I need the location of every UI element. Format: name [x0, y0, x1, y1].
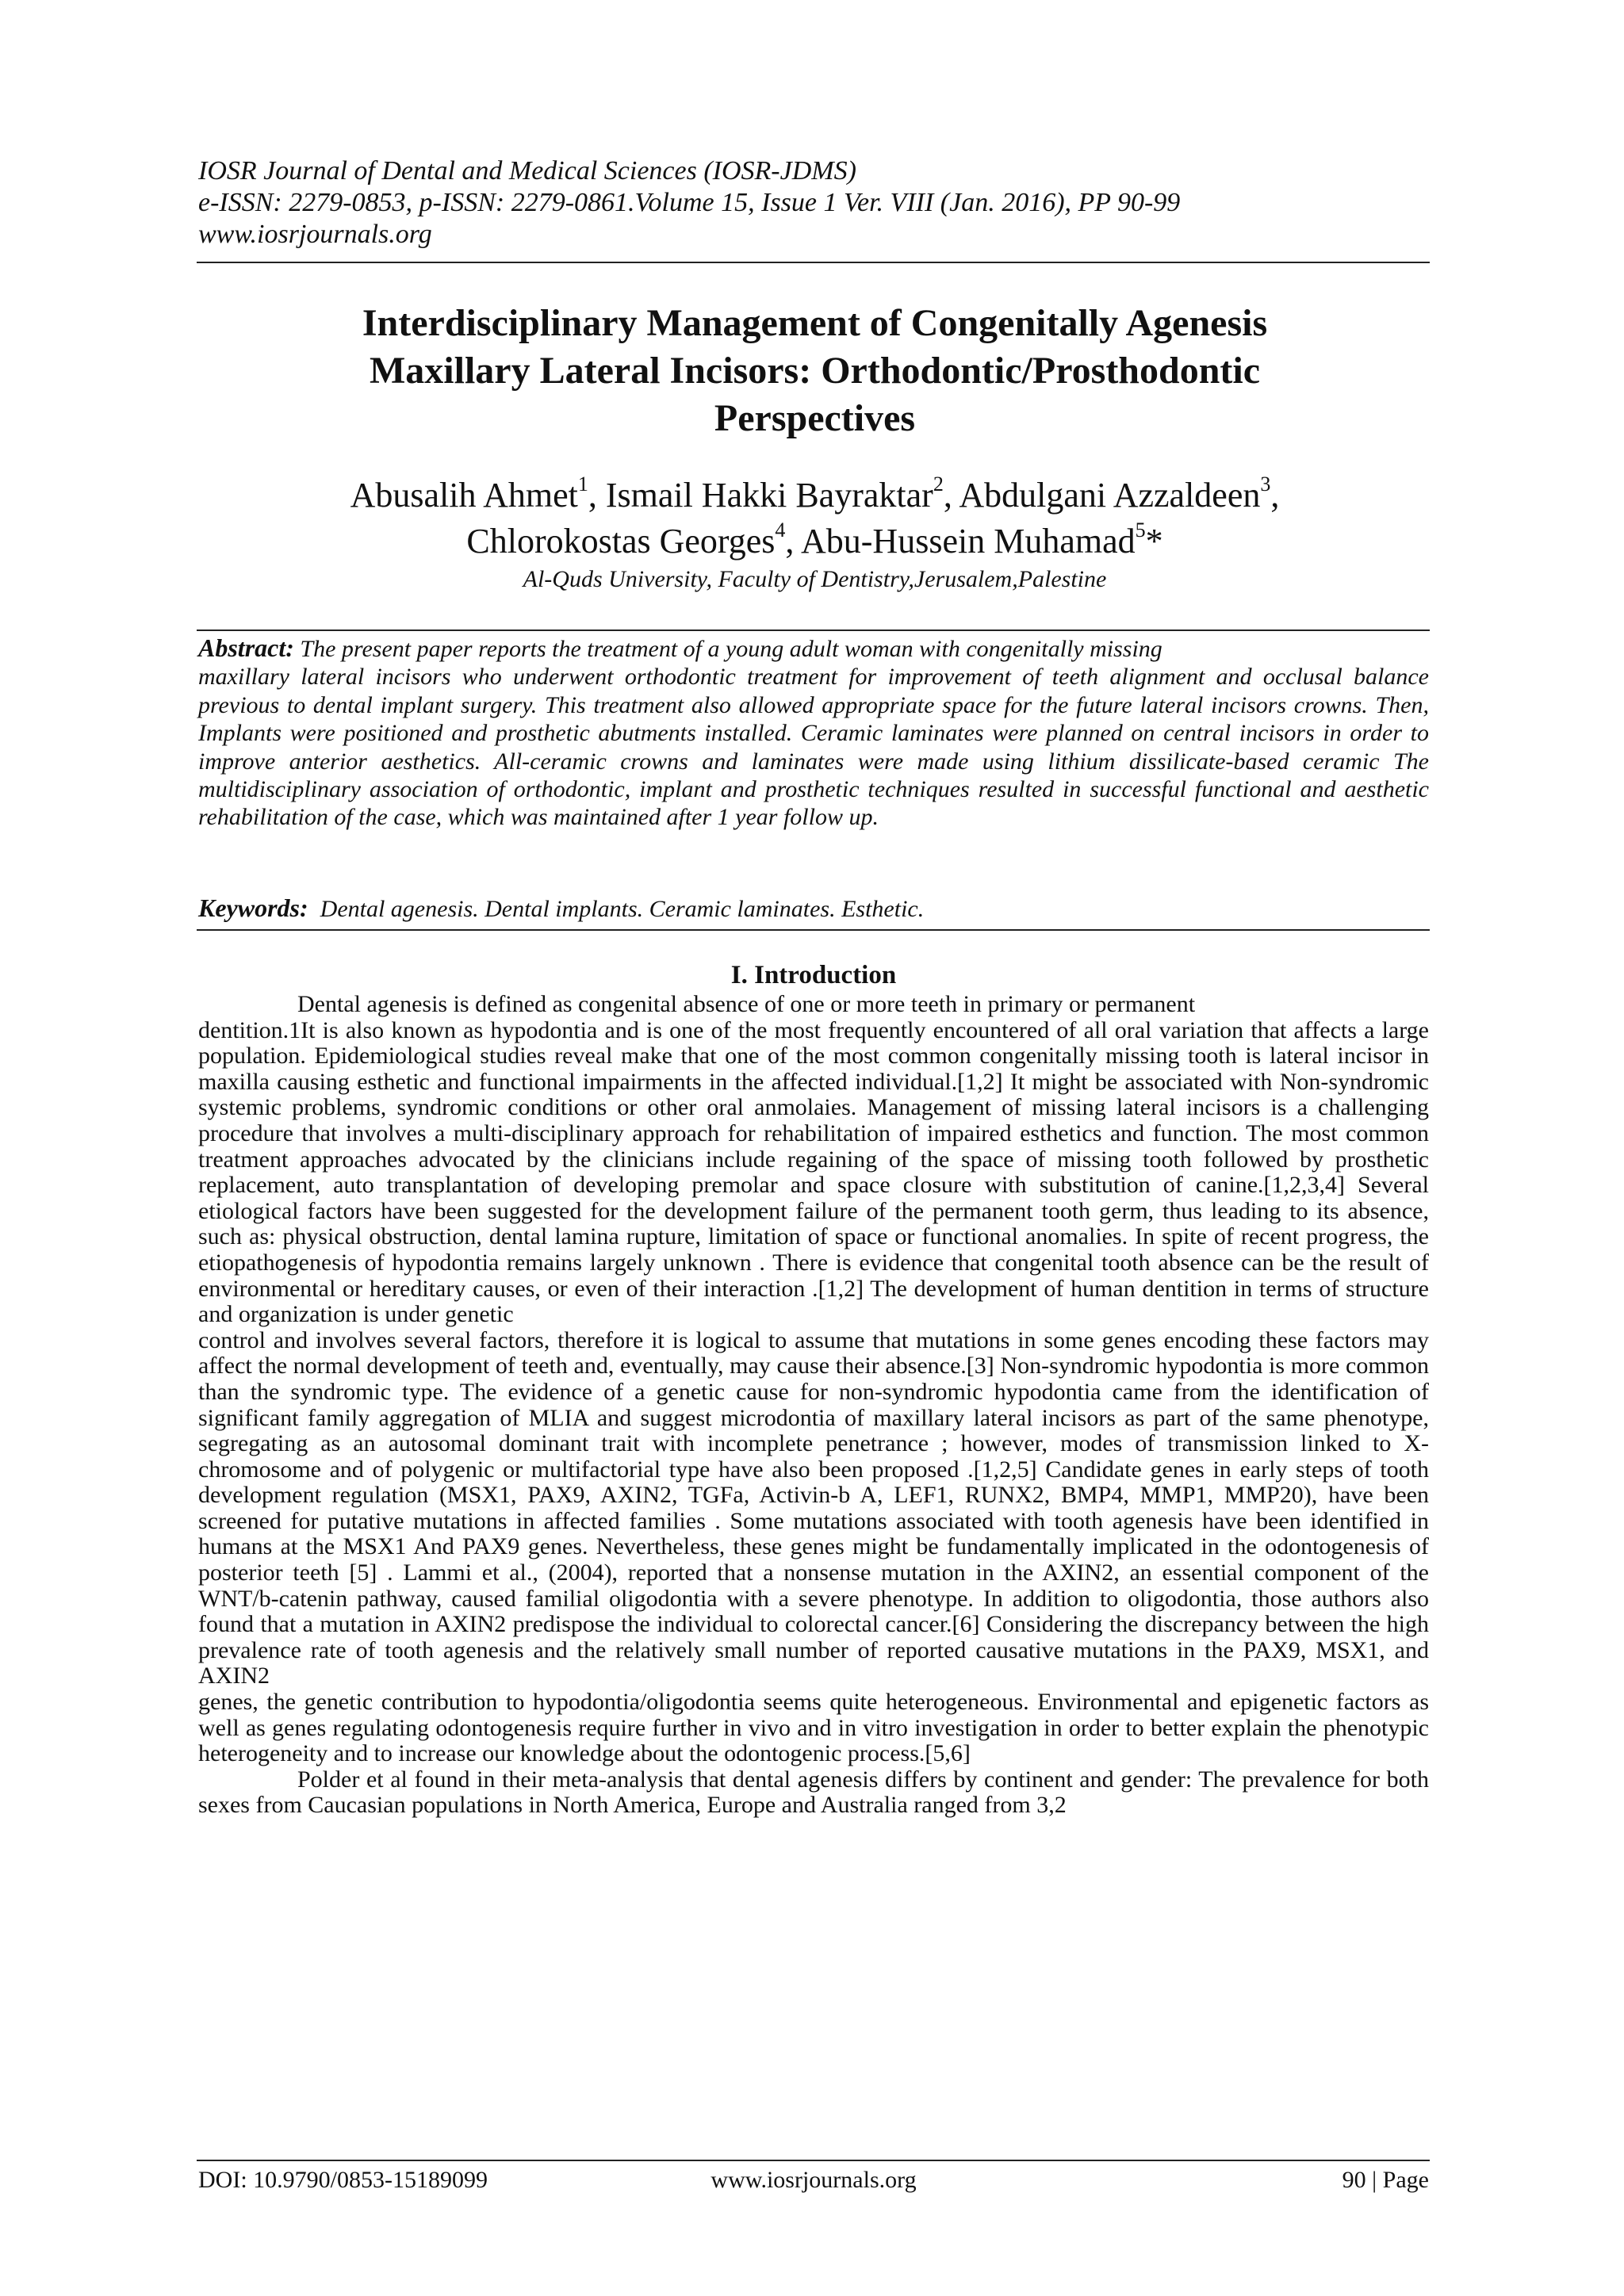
abstract: [198, 634, 1429, 832]
author-sep: ,: [1270, 476, 1280, 515]
keywords: [198, 893, 1429, 924]
author-sup: 5: [1135, 519, 1146, 541]
journal-header: [198, 155, 1427, 251]
footer-doi: DOI: 10.9790/0853-15189099: [198, 2167, 488, 2193]
intro-para-1: dentition.1It is also known as hypodontia and is one of the most frequently encountered of all oral variation that affects a large population. Epidemiological studies reveal make that one of the most common congenitally missing tooth is lateral incisor in maxilla causing esthetic and functional impairments in the affected individual.[1,2] It might be associated with Non-syndromic systemic problems, syndromic conditions or other oral anmolaies. Management of missing lateral incisors is a challenging procedure that involves a multi-disciplinary approach for rehabilitation of impaired esthetics and function. The most common treatment approaches advocated by the clinicians include regaining of the space of missing tooth followed by prosthetic replacement, auto transplantation of developing premolar and space closure with substitution of canine.[1,2,3,4] Several etiological factors have been suggested for the development failure of the permanent tooth germ, thus leading to its absence, such as: physical obstruction, dental lamina rupture, limitation of space or functional anomalies. In spite of recent progress, the etiopathogenesis of hypodontia remains largely unknown . There is evidence that congenital tooth absence can be the result of environmental or hereditary causes, or even of their interaction .[1,2] The development of human dentition in terms of structure and organization is under genetic: [198, 1016, 1429, 1328]
author-list: [198, 473, 1431, 564]
title-line-2: Maxillary Lateral Incisors: Orthodontic/Prosthodontic: [369, 350, 1261, 392]
author-line-2: [198, 519, 1431, 564]
journal-issn: e-ISSN: 2279-0853, p-ISSN: 2279-0861.Volume 15, Issue 1 Ver. VIII (Jan. 2016), PP 90-99: [198, 188, 1181, 217]
author-sup: 1: [577, 473, 588, 496]
abstract-lead: The present paper reports the treatment of a young adult woman with congenitally missing: [300, 636, 1162, 662]
author-name: , Abu-Hussein Muhamad: [785, 522, 1136, 561]
journal-website: www.iosrjournals.org: [198, 220, 432, 249]
footer-website: www.iosrjournals.org: [710, 2167, 917, 2193]
keywords-label: Keywords:: [198, 894, 308, 922]
intro-para-2: Polder et al found in their meta-analysis that dental agenesis differs by continent and gender: The prevalence for both sexes from Caucasian populations in North America, Europe and Australia ranged from 3,2: [198, 1766, 1429, 1819]
abstract-label: Abstract:: [198, 633, 294, 662]
intro-para-1b: control and involves several factors, therefore it is logical to assume that mutations in some genes encoding these factors may affect the normal development of teeth and, eventually, may cause their absence.[3] Non-syndromic hypodontia is more common than the syndromic type. The evidence of a genetic cause for non-syndromic hypodontia came from the identification of significant family aggregation of MLIA and suggest microdontia of maxillary lateral incisors as part of the same phenotype, segregating as an autosomal dominant trait with incomplete penetrance ; however, modes of transmission linked to X-chromosome and of polygenic or multifactorial type have also been proposed .[1,2,5] Candidate genes in early steps of tooth development regulation (MSX1, PAX9, AXIN2, TGFa, Activin-b A, LEF1, RUNX2, BMP4, MMP1, MMP20), have been screened for putative mutations in affected families . Some mutations associated with tooth agenesis have been identified in humans at the MSX1 And PAX9 genes. Nevertheless, these genes might be fundamentally implicated in the odontogenesis of posterior teeth [5] . Lammi et al., (2004), reported that a nonsense mutation in the AXIN2, an essential component of the WNT/b-catenin pathway, caused familial oligodontia with a severe phenotype. In addition to oligodontia, those authors also found that a mutation in AXIN2 predispose the individual to colorectal cancer.[6] Considering the discrepancy between the high prevalence rate of tooth agenesis and the relatively small number of reported causative mutations in the PAX9, MSX1, and AXIN2: [198, 1326, 1429, 1689]
intro-para-1c: genes, the genetic contribution to hypodontia/oligodontia seems quite heterogeneous. Environmental and epigenetic factors as well as genes regulating odontogenesis require further in vivo and in vitro investigation in order to better explain the phenotypic heterogeneity and to increase our knowledge about the odontogenic process.[5,6]: [198, 1689, 1429, 1767]
author-line-1: [198, 473, 1431, 519]
intro-para-1-line-1: Dental agenesis is defined as congenital absence of one or more teeth in primary or permanent: [297, 991, 1196, 1017]
abstract-body: maxillary lateral incisors who underwent orthodontic treatment for improvement of teeth alignment and occlusal balance previous to dental implant surgery. This treatment also allowed appropriate space for the future lateral incisors crowns. Then, Implants were positioned and prosthetic abutments installed. Ceramic laminates were planned on central incisors in order to improve anterior aesthetics. All-ceramic crowns and laminates were made using lithium dissilicate-based ceramic The multidisciplinary association of orthodontic, implant and prosthetic techniques resulted in successful functional and aesthetic rehabilitation of the case, which was maintained after 1 year follow up.: [198, 664, 1429, 831]
author-sup: 4: [775, 519, 786, 541]
affiliation: Al-Quds University, Faculty of Dentistry,Jerusalem,Palestine: [523, 566, 1107, 592]
author-name: , Ismail Hakki Bayraktar: [588, 476, 933, 515]
header-rule: [197, 262, 1430, 263]
author-name: Chlorokostas Georges: [466, 522, 776, 561]
introduction-body: [198, 992, 1429, 1819]
author-sup: 2: [933, 473, 944, 496]
keywords-text: Dental agenesis. Dental implants. Ceramic laminates. Esthetic.: [320, 896, 925, 922]
corresponding-mark: *: [1145, 522, 1163, 561]
journal-name: IOSR Journal of Dental and Medical Sciences (IOSR-JDMS): [198, 156, 856, 186]
paper-title: [198, 300, 1431, 442]
title-line-1: Interdisciplinary Management of Congenitally Agenesis: [362, 302, 1268, 344]
section-heading: I. Introduction: [730, 961, 897, 989]
footer-page-number: 90 | Page: [1342, 2167, 1429, 2193]
abstract-bottom-rule: [197, 929, 1430, 931]
author-sup: 3: [1260, 473, 1271, 496]
author-name: Abusalih Ahmet: [350, 476, 578, 515]
footer-rule: [197, 2160, 1430, 2161]
title-line-3: Perspectives: [714, 397, 916, 439]
abstract-top-rule: [197, 629, 1430, 631]
author-name: , Abdulgani Azzaldeen: [943, 476, 1261, 515]
abstract-first-line: [198, 634, 1429, 663]
